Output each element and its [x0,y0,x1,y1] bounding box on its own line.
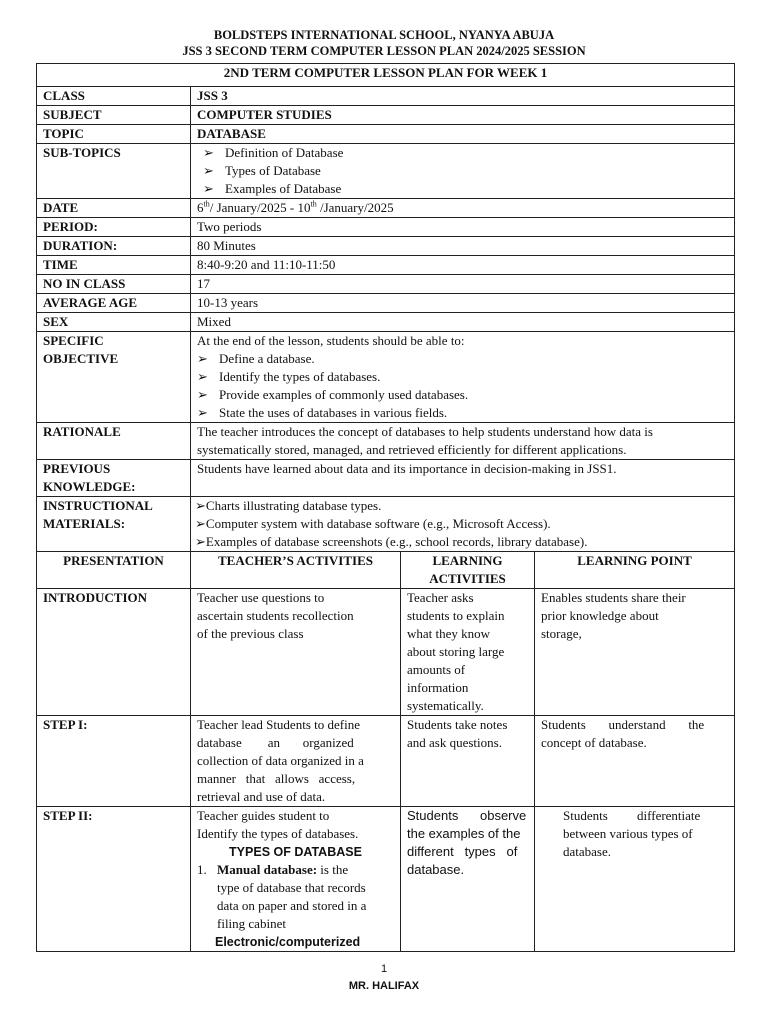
row-subject [37,106,735,125]
label-introduction: INTRODUCTION [37,589,191,716]
cell-line: is the [317,862,349,877]
cell-line: what they know [407,626,491,641]
row-topic [37,125,735,144]
cell-line: concept of database. [541,735,647,750]
row-step2 [37,807,735,952]
value-time: 8:40-9:20 and 11:10-11:50 [191,256,735,275]
subtopic-item: Examples of Database [225,181,342,196]
plan-title: JSS 3 SECOND TERM COMPUTER LESSON PLAN 2024/2025 SESSION [182,44,586,58]
table-title-row [37,64,735,87]
date-mid: / January/2025 - 10 [209,200,311,215]
step2-learning [401,807,535,952]
arrow-bullet-icon: ➢ [197,351,208,366]
label-step1: STEP I: [37,716,191,807]
cell-line: Teacher lead Students to define [197,717,360,732]
label-age: AVERAGE AGE [37,294,191,313]
value-age: 10-13 years [191,294,735,313]
arrow-bullet-icon: ➢ [195,516,206,531]
cell-line: type of database that records [217,880,366,895]
school-name: BOLDSTEPS INTERNATIONAL SCHOOL, NYANYA ABUJA [213,28,555,42]
label-rationale: RATIONALE [37,423,191,460]
objective-intro: At the end of the lesson, students should be able to: [197,333,465,348]
label-materials [37,497,191,552]
label-objective-line: OBJECTIVE [43,351,119,366]
col-header-learning-line: LEARNING [432,553,503,568]
label-previous [37,460,191,497]
label-previous-line: KNOWLEDGE: [43,479,136,494]
objective-item: Identify the types of databases. [219,369,381,384]
value-sex: Mixed [191,313,735,332]
label-sex: SEX [37,313,191,332]
material-item: Charts illustrating database types. [205,498,382,513]
cell-line: and ask questions. [407,735,502,750]
value-period: Two periods [191,218,735,237]
cell-line: database an organized [197,735,354,750]
cell-line: Identify the types of databases. [197,826,359,841]
manual-database-term: Manual database: [217,862,318,877]
col-header-point: LEARNING POINT [535,552,735,589]
value-noinclass: 17 [191,275,735,294]
col-header-learning-line: ACTIVITIES [429,571,506,586]
cell-line: Students differentiate [563,808,701,823]
cell-line: data on paper and stored in a [217,898,367,913]
cell-line: Students take notes [407,717,508,732]
cell-line: database. [407,862,465,877]
rationale-line: systematically stored, managed, and retrieved efficiently for different applications. [197,442,627,457]
table-title: 2ND TERM COMPUTER LESSON PLAN FOR WEEK 1 [37,64,735,87]
value-rationale [191,423,735,460]
cell-line: systematically. [407,698,484,713]
label-noinclass: NO IN CLASS [37,275,191,294]
date-end: /January/2025 [316,200,394,215]
intro-teacher [191,589,401,716]
cell-line: ascertain students recollection [197,608,354,623]
row-noinclass [37,275,735,294]
label-subtopics: SUB-TOPICS [37,144,191,199]
intro-learning [401,589,535,716]
cell-line: information [407,680,469,695]
arrow-bullet-icon: ➢ [203,181,214,196]
subtopic-item: Definition of Database [225,145,344,160]
value-subject: COMPUTER STUDIES [191,106,735,125]
lesson-plan-table [36,63,735,952]
label-period: PERIOD: [37,218,191,237]
date-day-start: 6 [197,200,204,215]
row-sex [37,313,735,332]
arrow-bullet-icon: ➢ [195,498,206,513]
label-objective-line: SPECIFIC [43,333,104,348]
row-class [37,87,735,106]
step2-teacher [191,807,401,952]
value-objective [191,332,735,423]
col-header-learning [401,552,535,589]
rationale-line: The teacher introduces the concept of databases to help students understand how data is [197,424,653,439]
electronic-database-term: Electronic/computerized [215,935,361,949]
row-time [37,256,735,275]
cell-line: of the previous class [197,626,304,641]
material-item: Computer system with database software (e.g., Microsoft Access). [205,516,551,531]
arrow-bullet-icon: ➢ [197,369,208,384]
step1-point [535,716,735,807]
value-date [191,199,735,218]
cell-line: Teacher asks [407,590,474,605]
cell-line: about storing large [407,644,505,659]
column-header-row [37,552,735,589]
step2-point [535,807,735,952]
objective-item: Define a database. [219,351,315,366]
row-duration [37,237,735,256]
value-class: JSS 3 [191,87,735,106]
cell-line: between various types of [563,826,693,841]
cell-line: Teacher use questions to [197,590,325,605]
date-suffix: th [310,199,317,209]
row-age [37,294,735,313]
arrow-bullet-icon: ➢ [203,145,214,160]
cell-line: database. [563,844,612,859]
label-subject: SUBJECT [37,106,191,125]
label-duration: DURATION: [37,237,191,256]
row-rationale [37,423,735,460]
value-previous: Students have learned about data and its importance in decision-making in JSS1. [191,460,735,497]
label-class: CLASS [37,87,191,106]
row-period [37,218,735,237]
objective-item: Provide examples of commonly used databases. [219,387,469,402]
row-introduction [37,589,735,716]
types-heading: TYPES OF DATABASE [229,845,362,859]
col-header-teacher: TEACHER’S ACTIVITIES [191,552,401,589]
cell-line: filing cabinet [217,916,286,931]
row-subtopics [37,144,735,199]
material-item: Examples of database screenshots (e.g., school records, library database). [205,534,588,549]
cell-line: amounts of [407,662,466,677]
intro-point [535,589,735,716]
arrow-bullet-icon: ➢ [203,163,214,178]
label-date: DATE [37,199,191,218]
row-objective [37,332,735,423]
row-step1 [37,716,735,807]
label-materials-line: INSTRUCTIONAL [43,498,153,513]
cell-line: students to explain [407,608,505,623]
row-materials [37,497,735,552]
cell-line: Enables students share their [541,590,686,605]
row-date [37,199,735,218]
label-objective [37,332,191,423]
cell-line: retrieval and use of data. [197,789,326,804]
label-topic: TOPIC [37,125,191,144]
cell-line: Students understand the [541,717,705,732]
value-topic: DATABASE [191,125,735,144]
page-number: 1 [380,963,388,975]
value-materials [191,497,735,552]
cell-line: Teacher guides student to [197,808,330,823]
subtopic-item: Types of Database [225,163,321,178]
cell-line: prior knowledge about [541,608,659,623]
step1-teacher [191,716,401,807]
value-subtopics [191,144,735,199]
cell-line: manner that allows access, [197,771,356,786]
arrow-bullet-icon: ➢ [195,534,206,549]
arrow-bullet-icon: ➢ [197,405,208,420]
list-number: 1. [197,862,207,877]
cell-line: storage, [541,626,582,641]
value-duration: 80 Minutes [191,237,735,256]
cell-line: different types of [407,844,518,859]
step1-learning [401,716,535,807]
date-suffix: th [203,199,210,209]
label-step2: STEP II: [37,807,191,952]
label-previous-line: PREVIOUS [43,461,111,476]
cell-line: the examples of the [407,826,521,841]
col-header-presentation: PRESENTATION [37,552,191,589]
cell-line: Students observe [407,808,527,823]
label-materials-line: MATERIALS: [43,516,126,531]
objective-item: State the uses of databases in various fields. [219,405,448,420]
label-time: TIME [37,256,191,275]
cell-line: collection of data organized in a [197,753,364,768]
arrow-bullet-icon: ➢ [197,387,208,402]
row-previous [37,460,735,497]
author-name: MR. HALIFAX [348,980,420,992]
